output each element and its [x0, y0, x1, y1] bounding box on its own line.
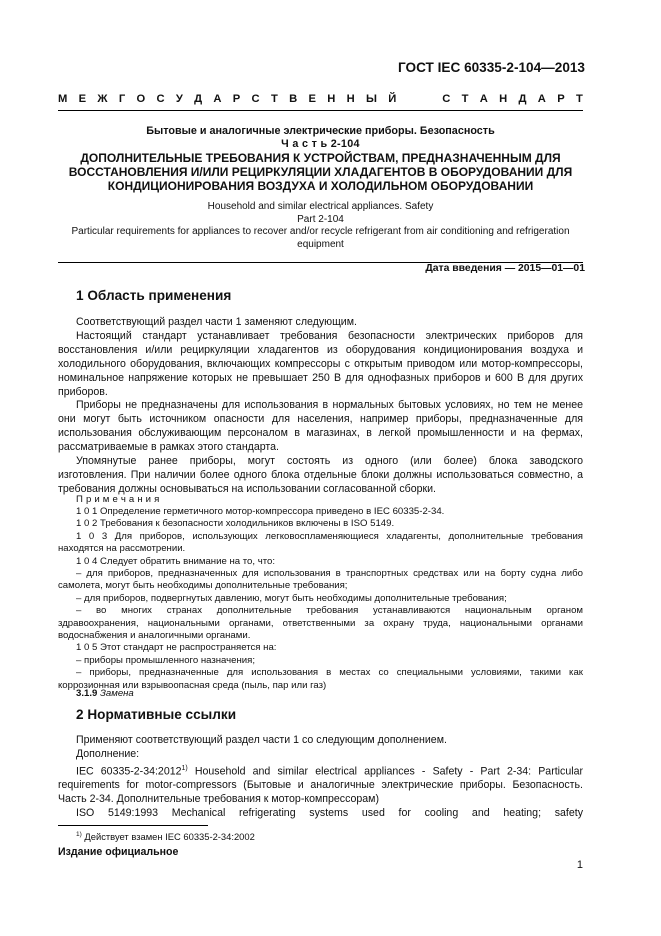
- text-line: находятся на рассмотрении.: [58, 543, 186, 555]
- banner-letter: Е: [308, 93, 316, 105]
- banner-letter: Е: [78, 93, 87, 105]
- text-line: Упомянутые ранее приборы, могут состоять из одного (или более) блока заводского: [76, 455, 583, 468]
- footnote-text: Действует взамен IEC 60335-2-34:2002: [84, 831, 255, 843]
- banner-letter: Р: [232, 93, 241, 105]
- banner-letter: [408, 93, 414, 105]
- footnote-marker: 1): [76, 831, 82, 838]
- section2-line1: Применяют соответствующий раздел части 1 со следующим дополнением.: [76, 734, 447, 746]
- text-line: здравоохранения, национальными органами, ответственными за охрану труда, национальными органами: [58, 617, 583, 629]
- text-line: они могут быть источником опасности для населения, например приборы, предназначенные для: [58, 413, 583, 426]
- section2-line2: Дополнение:: [76, 747, 140, 760]
- text-line: – для приборов, подвергнутых давлению, могут быть необходимы дополнительные требования;: [76, 592, 507, 604]
- banner-letter: С: [251, 93, 260, 105]
- section2-heading: 2 Нормативные ссылки: [76, 707, 237, 722]
- title-en-line4: equipment: [297, 238, 344, 250]
- text-line: – приборы промышленного назначения;: [76, 654, 256, 666]
- ref1-code: IEC 60335-2-34:2012: [76, 765, 182, 778]
- text-line: – во многих странах дополнительные требования устанавливаются национальным органом: [76, 605, 583, 617]
- title-en-line3: Particular requirements for appliances to recover and/or recycle refrigerant from air conditioning and refrigeration: [71, 226, 570, 237]
- title-ru-line1: Бытовые и аналогичные электрические приборы. Безопасность: [146, 125, 495, 137]
- text-line: самолета, могут быть необходимы дополнительные требования;: [58, 580, 348, 592]
- title-block: [58, 125, 583, 193]
- footnote: [76, 831, 255, 842]
- edition-label: Издание официальное: [58, 846, 179, 858]
- section2-ref1-line2: requirements for motor-compressors (Бытовые и аналогичные электрические приборы. Безопасность.: [58, 779, 583, 792]
- banner-letter: Н: [346, 93, 355, 105]
- banner-letter: Ы: [366, 93, 377, 105]
- banner-letter: Й: [388, 93, 397, 105]
- text-line: – приборы, предназначенные для использования в местах со специальными условиями, такими как: [76, 667, 583, 679]
- title-ru-part: Ч а с т ь 2-104: [281, 138, 360, 150]
- banner-letter: Т: [461, 93, 469, 105]
- banner-letter: Д: [518, 93, 527, 105]
- banner-letter: М: [58, 93, 68, 105]
- clause-number: 3.1.9: [76, 688, 98, 699]
- section2-ref2: ISO 5149:1993 Mechanical refrigerating systems used for cooling and heating; safety: [76, 807, 583, 820]
- text-line: номинальное напряжение которых не превышает 250 В для однофазных приборов и 600 В для других: [58, 371, 583, 384]
- title-ru-line: ВОССТАНОВЛЕНИЯ И/ИЛИ РЕЦИРКУЛЯЦИИ ХЛАДАГЕНТОВ В ОБОРУДОВАНИИ ДЛЯ: [68, 165, 573, 179]
- intro-date: Дата введения — 2015—01—01: [425, 263, 585, 274]
- text-line: 1 0 3 Для приборов, использующих легковоспламеняющиеся хладагенты, дополнительные требования: [76, 530, 583, 542]
- text-line: 1 0 5 Этот стандарт не распространяется на:: [76, 642, 277, 654]
- banner-letter: Т: [270, 93, 278, 105]
- section2-ref1-line3: Часть 2-34. Дополнительные требования к мотор-компрессорам): [58, 793, 379, 806]
- text-line: водоснабжения и аналогичными органами.: [58, 630, 251, 642]
- text-line: – для приборов, предназначенных для использования в транспортных средствах или на борту судна либо: [76, 568, 583, 580]
- title-en-part: Part 2-104: [297, 213, 344, 225]
- title-ru-line: ДОПОЛНИТЕЛЬНЫЕ ТРЕБОВАНИЯ К УСТРОЙСТВАМ, ПРЕДНАЗНАЧЕННЫМ ДЛЯ: [80, 151, 561, 165]
- text-line: Соответствующий раздел части 1 заменяют следующим.: [76, 316, 357, 328]
- banner-letter: Т: [575, 93, 583, 105]
- banner-letter: [425, 93, 431, 105]
- text-line: 1 0 1 Определение герметичного мотор-компрессора приведено в IEC 60335-2-34.: [76, 506, 445, 517]
- banner-letter: Д: [194, 93, 203, 105]
- text-line: восстановления и/или рециркуляции хладагентов из оборудования кондиционирования воздуха и: [58, 343, 583, 356]
- banner-letter: У: [175, 93, 183, 105]
- interstate-standard-banner: [58, 93, 583, 105]
- notes-body: [58, 506, 583, 692]
- clause-3-1-9: [76, 688, 134, 699]
- section2-body: [58, 734, 583, 821]
- text-line: рассматриваемые в рамках этого стандарта.: [58, 441, 279, 454]
- banner-letter: А: [479, 93, 488, 105]
- section2-ref1: [58, 762, 583, 779]
- footnote-rule: [58, 825, 208, 826]
- title-en-block: [58, 201, 583, 251]
- ref1-title: Household and similar electrical appliances - Safety - Part 2-34: Particular: [187, 765, 583, 778]
- banner-letter: О: [136, 93, 146, 105]
- text-line: изготовления. При наличии более одного блока отдельные блоки должны использоваться совместно, а: [58, 468, 583, 481]
- text-line: коррозионная или взрывоопасная среда (пыль, пар или газ): [58, 679, 327, 691]
- text-line: Настоящий стандарт устанавливает требования безопасности электрических приборов для: [76, 329, 583, 342]
- title-ru-lines: [58, 151, 583, 193]
- section1-body: [58, 316, 583, 497]
- text-line: приборов.: [58, 385, 108, 398]
- page-number: 1: [576, 859, 583, 871]
- banner-letter: Н: [499, 93, 508, 105]
- text-line: 1 0 2 Требования к безопасности холодильников включены в ISO 5149.: [76, 518, 395, 530]
- banner-letter: Н: [327, 93, 336, 105]
- banner-letter: Р: [557, 93, 565, 105]
- banner-letter: С: [442, 93, 451, 105]
- banner-letter: А: [213, 93, 222, 105]
- text-line: требования должны основываться на использовании согласованной сборки.: [58, 482, 437, 495]
- text-line: 1 0 4 Следует обратить внимание на то, что:: [76, 555, 275, 567]
- clause-text: Замена: [100, 688, 134, 699]
- banner-letter: В: [289, 93, 298, 105]
- notes-heading: П р и м е ч а н и я: [76, 494, 160, 505]
- standard-code: ГОСТ IEC 60335-2-104—2013: [397, 60, 585, 75]
- ref1-footnote-marker: 1): [181, 764, 188, 772]
- title-ru-line: КОНДИЦИОНИРОВАНИЯ ВОЗДУХА И ХОЛОДИЛЬНОМ ОБОРУДОВАНИИ: [107, 179, 534, 193]
- banner-letter: Ж: [97, 93, 108, 105]
- banner-letter: Г: [118, 93, 126, 105]
- header-rule: [58, 110, 583, 111]
- title-en-line1: Household and similar electrical appliances. Safety: [207, 201, 434, 212]
- text-line: использования обслуживающим персоналом в магазинах, в легкой промышленности и на фермах,: [58, 427, 583, 440]
- section1-heading: 1 Область применения: [76, 288, 232, 303]
- banner-letter: С: [156, 93, 165, 105]
- text-line: холодильного оборудования, включающих компрессоры с открытым приводом или мотор-компрессоры,: [58, 357, 583, 370]
- text-line: Приборы не предназначены для использования в нормальных бытовых условиях, но тем не менее: [76, 399, 583, 412]
- banner-letter: А: [537, 93, 546, 105]
